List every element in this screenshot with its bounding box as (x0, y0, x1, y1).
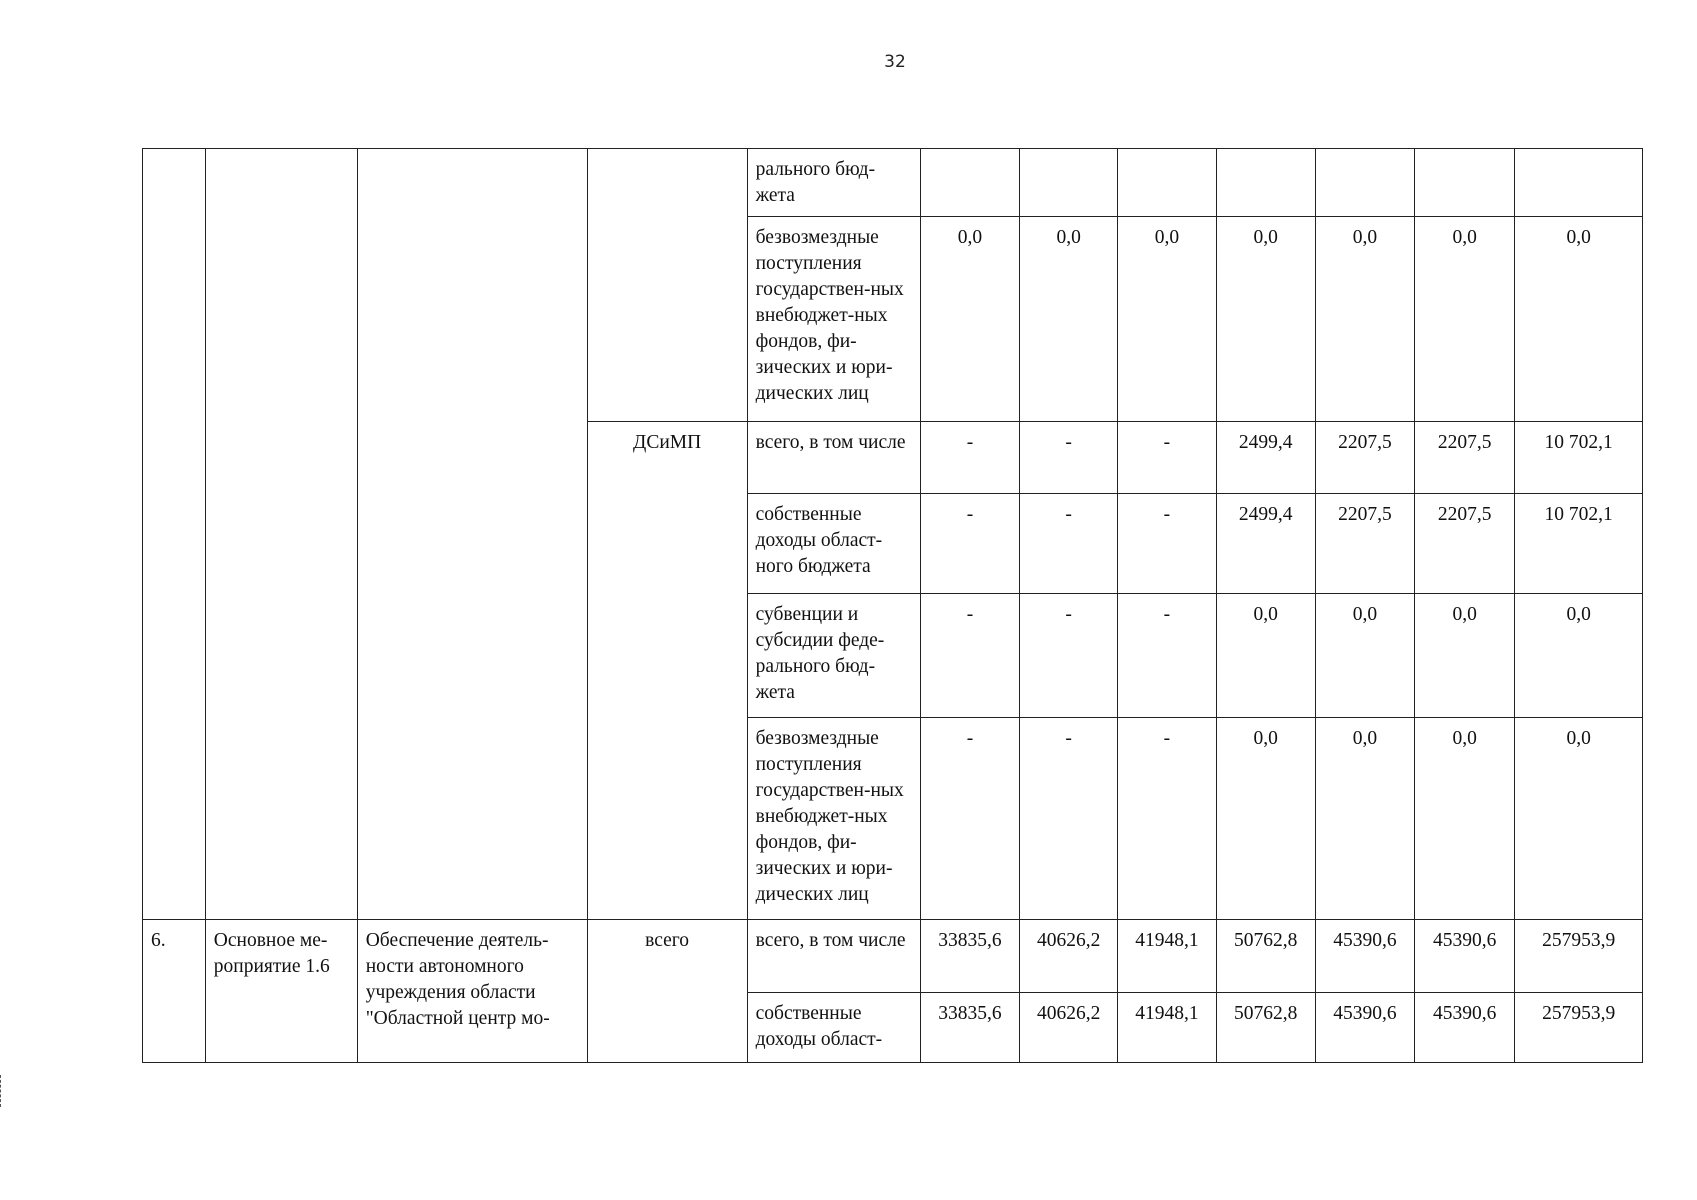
value-cell: 10 702,1 (1515, 422, 1643, 494)
executor-cell: ДСиМП (587, 422, 747, 920)
table-row (143, 920, 1643, 993)
value-cell: 45390,6 (1315, 993, 1414, 1063)
value-cell: - (1020, 594, 1118, 718)
number-cell (143, 149, 206, 920)
executor-cell (587, 149, 747, 422)
value-cell: 0,0 (1515, 217, 1643, 422)
value-cell (1216, 149, 1315, 217)
source-cell: собственные доходы област- (747, 993, 920, 1063)
executor-cell: всего (587, 920, 747, 1063)
name-cell (205, 149, 357, 920)
value-cell: 257953,9 (1515, 993, 1643, 1063)
value-cell: 40626,2 (1020, 920, 1118, 993)
name-cell: Основное ме-роприятие 1.6 (205, 920, 357, 1063)
value-cell: - (1020, 494, 1118, 594)
value-cell: 2207,5 (1415, 422, 1515, 494)
value-cell: 10 702,1 (1515, 494, 1643, 594)
value-cell: 2207,5 (1315, 494, 1414, 594)
value-cell: 50762,8 (1216, 993, 1315, 1063)
value-cell (1020, 149, 1118, 217)
value-cell: 50762,8 (1216, 920, 1315, 993)
value-cell: - (1118, 594, 1216, 718)
value-cell: - (920, 594, 1019, 718)
value-cell: 33835,6 (920, 993, 1019, 1063)
value-cell: 0,0 (1118, 217, 1216, 422)
value-cell: 2499,4 (1216, 422, 1315, 494)
source-cell: безвозмездные поступления государствен-ных внебюджет-ных фондов, фи-зических и юри-дических лиц (747, 217, 920, 422)
value-cell: - (920, 718, 1019, 920)
scan-margin-mark (0, 1075, 7, 1107)
value-cell: - (1118, 718, 1216, 920)
value-cell: 0,0 (1415, 718, 1515, 920)
value-cell: 0,0 (1515, 718, 1643, 920)
value-cell: 40626,2 (1020, 993, 1118, 1063)
value-cell: 0,0 (1216, 594, 1315, 718)
value-cell: 33835,6 (920, 920, 1019, 993)
value-cell: 45390,6 (1415, 920, 1515, 993)
value-cell: - (1118, 494, 1216, 594)
value-cell: - (1118, 422, 1216, 494)
value-cell: 0,0 (1515, 594, 1643, 718)
value-cell: 2207,5 (1415, 494, 1515, 594)
value-cell (1415, 149, 1515, 217)
table-row (143, 149, 1643, 217)
value-cell: 0,0 (1315, 718, 1414, 920)
title-cell (357, 149, 587, 920)
value-cell: 257953,9 (1515, 920, 1643, 993)
value-cell (1118, 149, 1216, 217)
value-cell: 2207,5 (1315, 422, 1414, 494)
source-cell: всего, в том числе (747, 920, 920, 993)
value-cell: 0,0 (1216, 217, 1315, 422)
value-cell: 2499,4 (1216, 494, 1315, 594)
value-cell: 0,0 (1415, 217, 1515, 422)
value-cell: 45390,6 (1315, 920, 1414, 993)
value-cell: 0,0 (920, 217, 1019, 422)
value-cell: 0,0 (1315, 594, 1414, 718)
value-cell: 0,0 (1020, 217, 1118, 422)
source-cell: рального бюд- жета (747, 149, 920, 217)
value-cell (1515, 149, 1643, 217)
source-cell: безвозмездные поступления государствен-ных внебюджет-ных фондов, фи-зических и юри-дических лиц (747, 718, 920, 920)
title-cell: Обеспечение деятель-ности автономного учреждения области "Областной центр мо- (357, 920, 587, 1063)
value-cell: 0,0 (1216, 718, 1315, 920)
value-cell: - (1020, 422, 1118, 494)
value-cell (920, 149, 1019, 217)
value-cell (1315, 149, 1414, 217)
value-cell: - (920, 494, 1019, 594)
value-cell: - (1020, 718, 1118, 920)
source-cell: собственные доходы област-ного бюджета (747, 494, 920, 594)
number-cell: 6. (143, 920, 206, 1063)
page-number: 32 (884, 52, 906, 72)
value-cell: 0,0 (1415, 594, 1515, 718)
budget-table (142, 148, 1643, 1063)
value-cell: 0,0 (1315, 217, 1414, 422)
value-cell: 41948,1 (1118, 993, 1216, 1063)
value-cell: 45390,6 (1415, 993, 1515, 1063)
value-cell: 41948,1 (1118, 920, 1216, 993)
source-cell: субвенции и субсидии феде-рального бюд-жета (747, 594, 920, 718)
value-cell: - (920, 422, 1019, 494)
source-cell: всего, в том числе (747, 422, 920, 494)
